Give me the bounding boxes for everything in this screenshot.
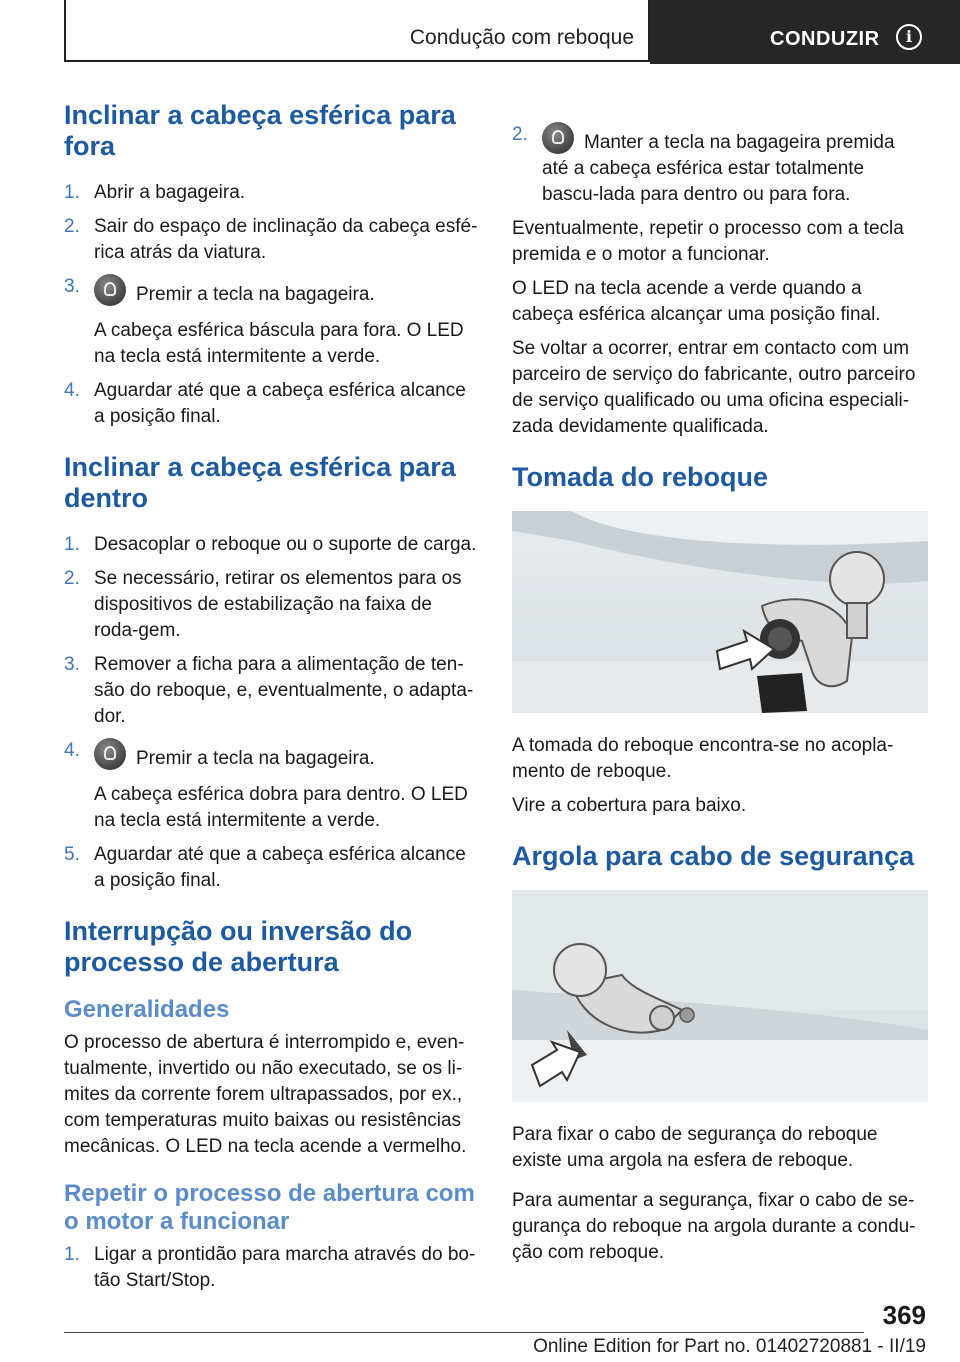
step-text: Abrir a bagageira.: [94, 182, 246, 203]
page-number: 369: [882, 1300, 926, 1330]
step-text: Premir a tecla na bagageira.: [136, 284, 375, 305]
eyelet-photo: [512, 890, 928, 1102]
steps-repeat-continued: [512, 122, 926, 208]
step-note: A cabeça esférica dobra para dentro. O LED na tecla está intermitente a verde.: [94, 784, 468, 831]
tailgate-button-icon: [542, 122, 574, 154]
general-text: O processo de abertura é interrompido e, even‐tualmente, invertido ou não executado, se os li‐mites da corrente forem ultrapassados, por ex., com temperaturas muito baixas ou resistências mecânicas. O LED na tecla acende a vermelho.: [64, 1032, 467, 1157]
step-text: Sair do espaço de inclinação da cabeça esfé‐rica atrás da viatura.: [94, 216, 478, 263]
list-item: [64, 652, 478, 730]
paragraph: O LED na tecla acende a verde quando a cabeça esférica alcançar uma posição final.: [512, 278, 881, 325]
step-number: 1.: [64, 1244, 80, 1265]
step-number: 3.: [64, 654, 80, 675]
step-text: Se necessário, retirar os elementos para os dispositivos de estabilização na faixa de roda‐gem.: [94, 568, 462, 641]
tailgate-button-icon: [94, 738, 126, 770]
list-item: [64, 1242, 478, 1294]
steps-tilt-out: [64, 180, 478, 430]
info-icon[interactable]: i: [896, 24, 922, 50]
list-item: [64, 738, 478, 834]
paragraph: Se voltar a ocorrer, entrar em contacto com um parceiro de serviço do fabricante, outro parceiro de serviço qualificado ou uma oficina especiali‐zada devidamente qualificada.: [512, 338, 916, 437]
tailgate-button-icon: [94, 274, 126, 306]
tow-socket-illustration: [512, 511, 928, 713]
left-column: [64, 100, 478, 1316]
step-number: 2.: [64, 568, 80, 589]
step-text: Aguardar até que a cabeça esférica alcance a posição final.: [94, 380, 466, 427]
paragraph: Para fixar o cabo de segurança do reboque existe uma argola na esfera de reboque.: [512, 1124, 878, 1171]
chapter-title: CONDUZIR: [770, 28, 880, 50]
right-column: [512, 122, 926, 1274]
subheading-general: Generalidades: [64, 996, 230, 1023]
list-item: [64, 378, 478, 430]
step-text: Ligar a prontidão para marcha através do bo‐tão Start/Stop.: [94, 1244, 476, 1291]
step-text: Manter a tecla na bagageira premida até a cabeça esférica estar totalmente bascu‐lada para dentro ou para fora.: [542, 132, 895, 205]
socket-photo: [512, 511, 928, 713]
heading-socket: Tomada do reboque: [512, 462, 769, 492]
list-item: [64, 566, 478, 644]
list-item: [64, 214, 478, 266]
step-note: A cabeça esférica báscula para fora. O LED na tecla está intermitente a verde.: [94, 320, 464, 367]
step-number: 4.: [64, 380, 80, 401]
step-number: 2.: [64, 216, 80, 237]
step-number: 4.: [64, 740, 80, 761]
step-number: 1.: [64, 182, 80, 203]
footer-divider: [64, 1332, 864, 1333]
step-number: 5.: [64, 844, 80, 865]
paragraph: Eventualmente, repetir o processo com a tecla premida e o motor a funcionar.: [512, 218, 904, 265]
list-item: [64, 842, 478, 894]
heading-eyelet: Argola para cabo de segurança: [512, 841, 915, 871]
step-number: 2.: [512, 124, 528, 145]
paragraph: A tomada do reboque encontra-se no acopla‐mento de reboque.: [512, 735, 894, 782]
step-number: 3.: [64, 276, 80, 297]
step-text: Aguardar até que a cabeça esférica alcance a posição final.: [94, 844, 466, 891]
list-item: [64, 180, 478, 206]
paragraph: Para aumentar a segurança, fixar o cabo de se‐gurança do reboque na argola durante a condu‐ção com reboque.: [512, 1190, 916, 1263]
list-item: [64, 532, 478, 558]
section-title: Condução com reboque: [409, 26, 634, 49]
step-text: Desacoplar o reboque ou o suporte de carga.: [94, 534, 477, 555]
heading-interruption: Interrupção ou inversão do processo de abertura: [64, 916, 413, 977]
list-item: [512, 122, 926, 208]
step-number: 1.: [64, 534, 80, 555]
steps-tilt-in: [64, 532, 478, 894]
list-item: [64, 274, 478, 370]
steps-repeat: [64, 1242, 478, 1294]
heading-tilt-out: Inclinar a cabeça esférica para fora: [64, 100, 456, 161]
step-text: Remover a ficha para a alimentação de ten‐são do reboque, e, eventualmente, o adapta‐dor.: [94, 654, 474, 727]
step-text: Premir a tecla na bagageira.: [136, 748, 375, 769]
heading-tilt-in: Inclinar a cabeça esférica para dentro: [64, 452, 456, 513]
safety-eyelet-illustration: [512, 890, 928, 1102]
subheading-repeat: Repetir o processo de abertura com o motor a funcionar: [64, 1180, 475, 1235]
edition-footer: Online Edition for Part no. 01402720881 - II/19: [533, 1336, 926, 1357]
chapter-tab[interactable]: [650, 0, 960, 64]
paragraph: Vire a cobertura para baixo.: [512, 795, 747, 816]
